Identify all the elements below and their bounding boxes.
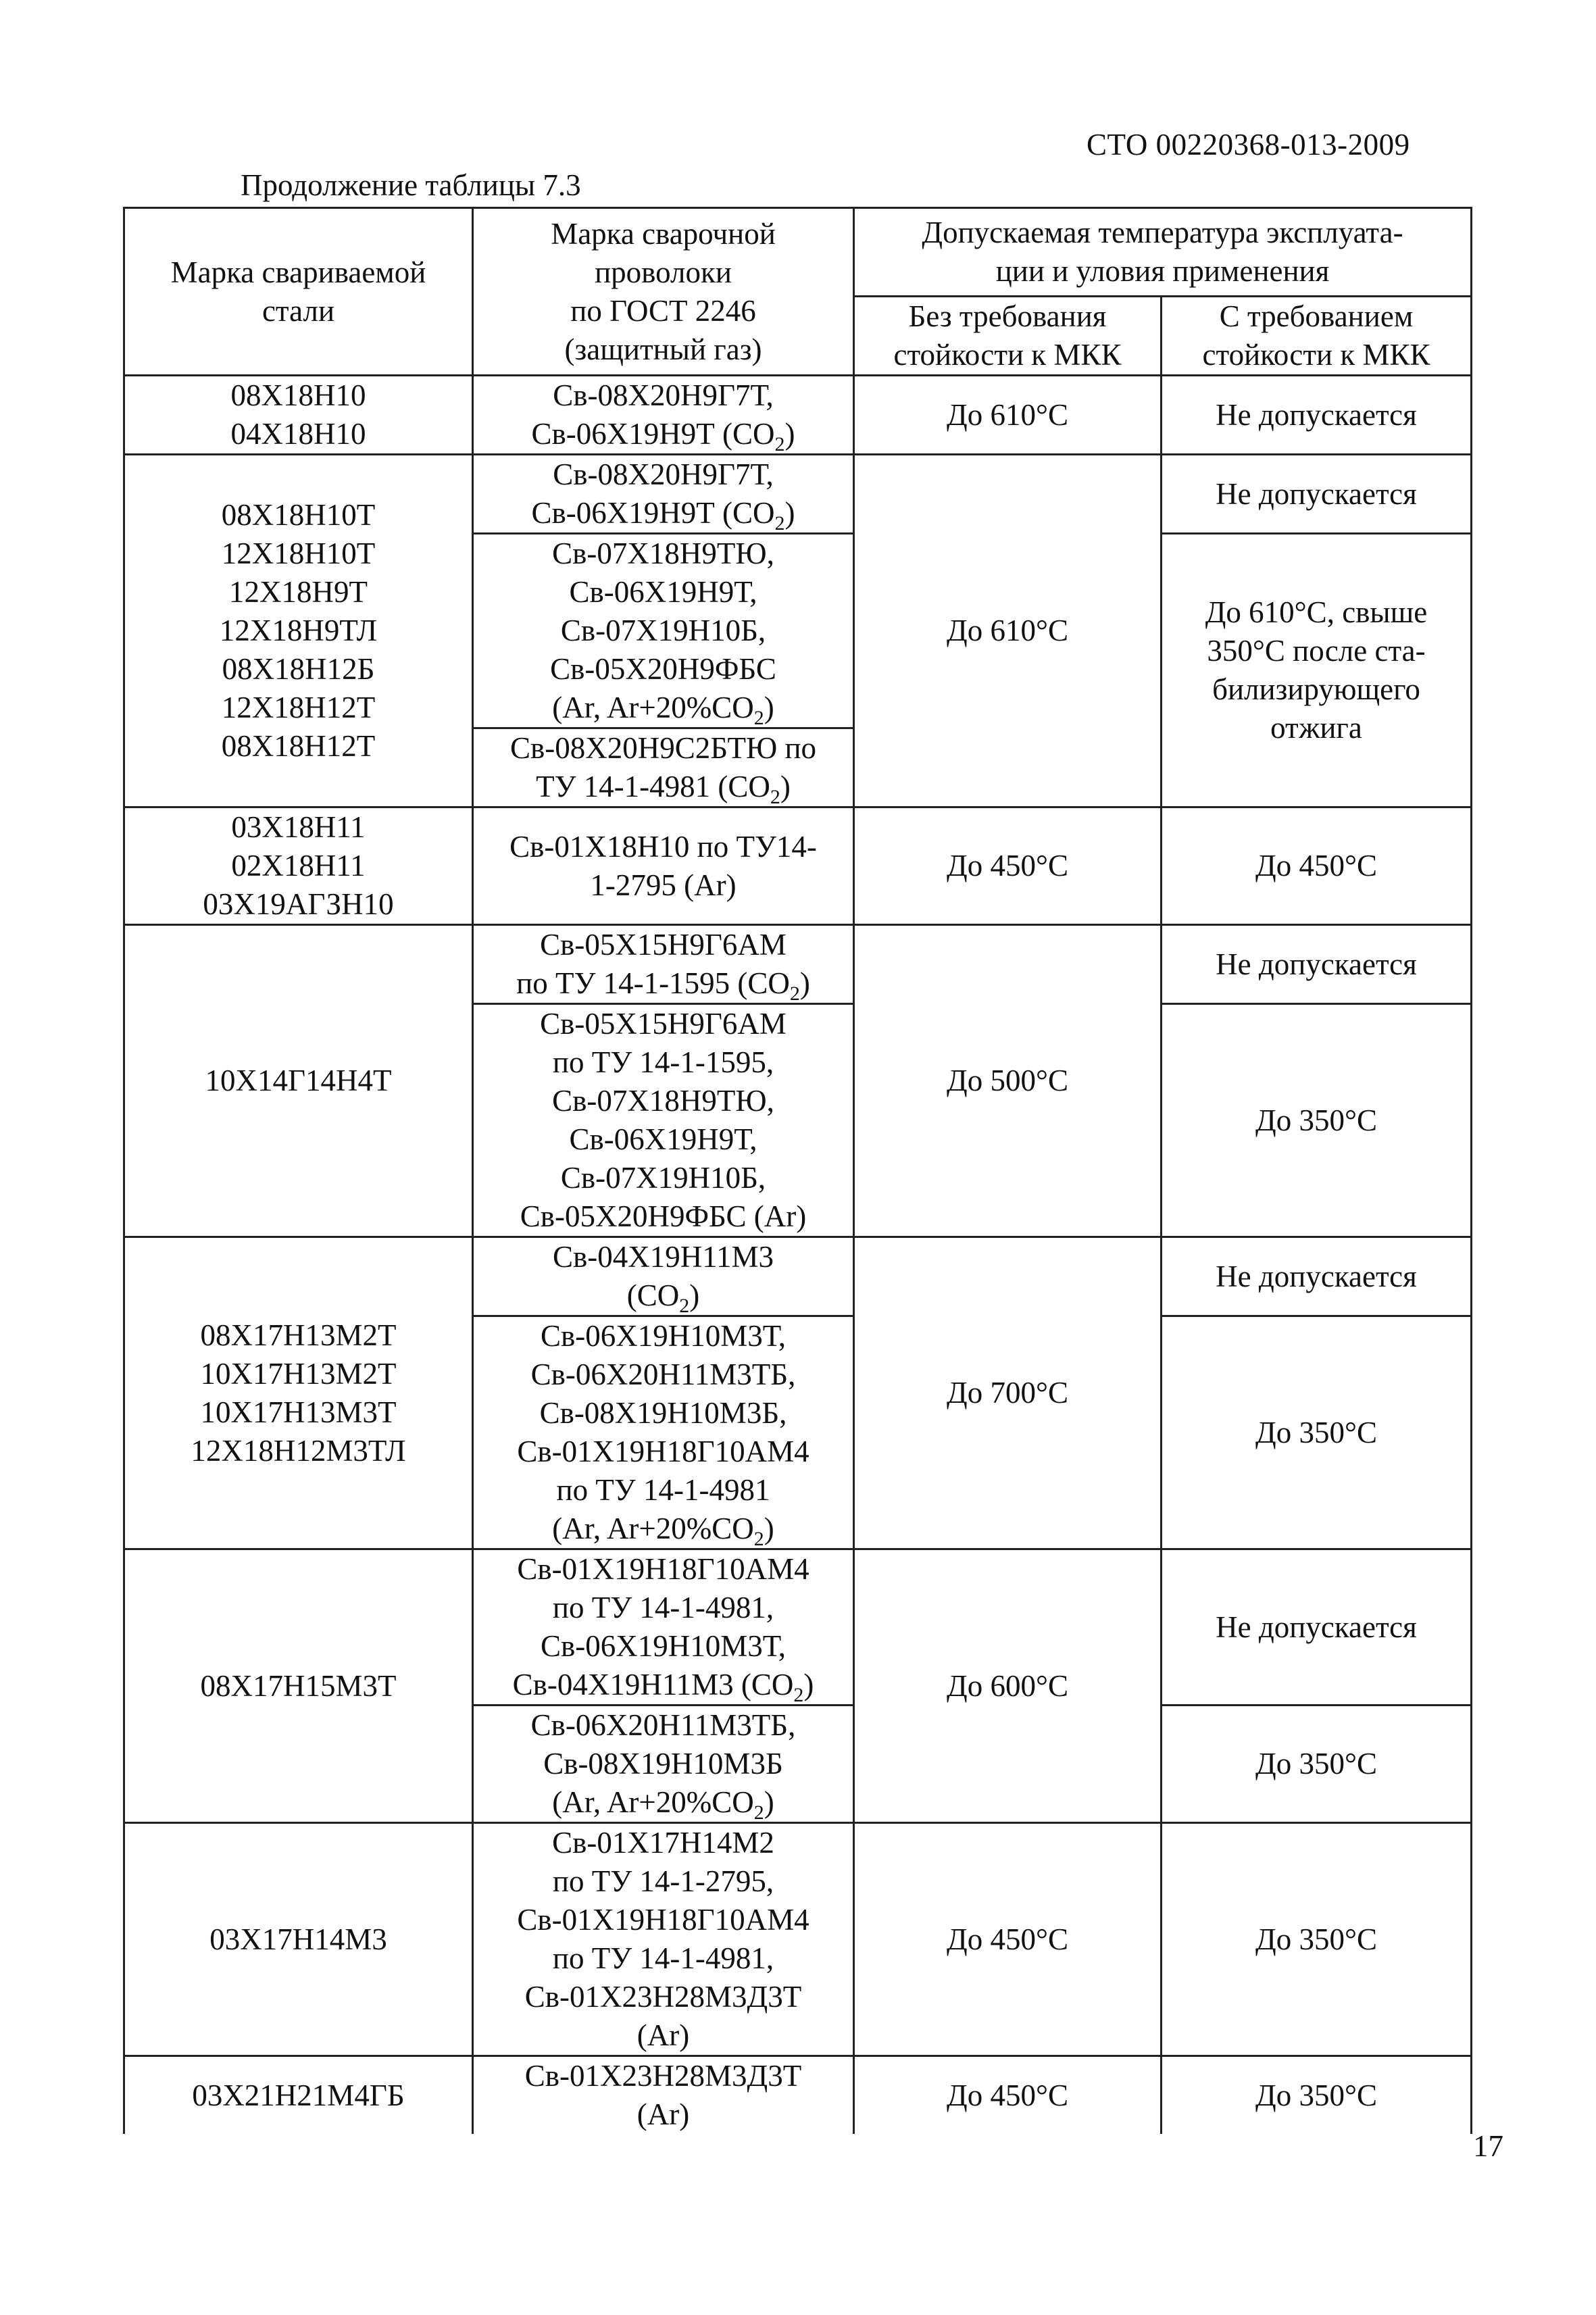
mkk-requirement-cell xyxy=(1162,1823,1472,2056)
cell-line: 12Х18Н9ТЛ xyxy=(219,614,378,647)
cell-line: Св-05Х20Н9ФБС (Ar) xyxy=(520,1199,807,1233)
cell-line: Св-07Х19Н10Б, xyxy=(560,614,766,647)
welding-wire-cell xyxy=(473,1237,854,1316)
cell-line: Св-08Х19Н10М3Б, xyxy=(539,1396,787,1430)
cell-line: по ТУ 14-1-4981 xyxy=(556,1473,770,1507)
welding-wire-cell xyxy=(473,807,854,925)
welding-wire-cell xyxy=(473,2056,854,2135)
temperature-cell: До 600°С xyxy=(854,1549,1162,1823)
cell-line: стойкости к МКК xyxy=(1202,338,1430,372)
table-row xyxy=(124,1549,1472,1706)
cell-line: Св-08Х20Н9Г7Т, xyxy=(553,378,774,412)
mkk-requirement-cell xyxy=(1162,376,1472,455)
cell-line: (Ar) xyxy=(637,2097,690,2131)
cell-line: До 350°С xyxy=(1255,1103,1377,1137)
cell-line: (Ar, $Ar+20\%CO_2$) xyxy=(552,691,774,728)
header-temperature-conditions xyxy=(854,208,1472,297)
welding-wire-cell xyxy=(473,376,854,455)
temperature-cell: До 450°С xyxy=(854,2056,1162,2135)
cell-line: Св-01Х19Н18Г10АМ4 xyxy=(517,1903,809,1937)
cell-line: (защитный газ) xyxy=(564,332,762,366)
welding-wire-cell xyxy=(473,1316,854,1549)
cell-line: 12Х18Н12М3ТЛ xyxy=(191,1433,406,1468)
cell-line: $(CO_2)$ xyxy=(626,1278,700,1316)
cell-line: Не допускается xyxy=(1216,476,1417,511)
page-number: 17 xyxy=(1473,2129,1503,2163)
welding-wire-cell xyxy=(473,1549,854,1706)
cell-line: 350°С после ста- xyxy=(1207,634,1426,668)
cell-line: по ТУ 14-1-1595, xyxy=(552,1045,774,1079)
cell-line: 10Х17Н13М2Т xyxy=(200,1356,397,1391)
cell-line: (Ar, $Ar+20\%CO_2$) xyxy=(552,1785,774,1823)
table-row xyxy=(124,455,1472,534)
welding-wire-cell xyxy=(473,728,854,807)
temperature-cell: До 610°С xyxy=(854,376,1162,455)
cell-line: Св-07Х18Н9ТЮ, xyxy=(552,537,774,570)
cell-line: Марка свариваемой xyxy=(170,255,426,289)
table-row xyxy=(124,925,1472,1004)
cell-line: С требованием xyxy=(1219,299,1414,333)
header-welding-wire xyxy=(473,208,854,376)
cell-line: Св-01Х18Н10 по ТУ14- xyxy=(509,829,817,864)
cell-line: Не допускается xyxy=(1216,397,1417,432)
steel-grade-cell xyxy=(124,925,473,1237)
cell-line: 12Х18Н9Т xyxy=(229,575,368,609)
table-row xyxy=(124,376,1472,455)
cell-line: Св-01Х23Н28М3Д3Т xyxy=(524,1980,802,2014)
cell-line: До 450°С xyxy=(1255,849,1377,882)
cell-line: Св-07Х18Н9ТЮ, xyxy=(552,1084,774,1118)
cell-line: ТУ 14-1-4981 $(CO_2)$ xyxy=(536,770,791,807)
mkk-requirement-cell xyxy=(1162,807,1472,925)
cell-line: 08Х18Н12Б xyxy=(222,652,375,686)
cell-line: Не допускается xyxy=(1216,1610,1417,1644)
temperature-cell: До 700°С xyxy=(854,1237,1162,1549)
cell-line: Св-05Х20Н9ФБС xyxy=(550,652,776,686)
welding-wire-cell xyxy=(473,1706,854,1823)
cell-line: Св-04Х19Н11М3 xyxy=(552,1240,774,1274)
cell-line: 08Х17Н15М3Т xyxy=(200,1668,397,1703)
cell-line: по ТУ 14-1-4981, xyxy=(552,1591,774,1624)
steel-grade-cell xyxy=(124,376,473,455)
steel-grade-cell xyxy=(124,807,473,925)
cell-line: Марка сварочной xyxy=(551,216,776,251)
mkk-requirement-cell xyxy=(1162,455,1472,534)
mkk-requirement-cell xyxy=(1162,1549,1472,1706)
cell-line: Св-08Х19Н10М3Б xyxy=(543,1747,783,1781)
cell-line: билизирующего xyxy=(1212,672,1420,706)
cell-line: 03Х19АГЗН10 xyxy=(203,887,394,921)
cell-line: проволоки xyxy=(595,255,732,289)
temperature-cell: До 450°С xyxy=(854,807,1162,925)
cell-line: До 350°С xyxy=(1255,1922,1377,1956)
cell-line: 04Х18Н10 xyxy=(230,417,366,451)
cell-line: (Ar) xyxy=(637,2018,690,2052)
mkk-requirement-cell xyxy=(1162,1706,1472,1823)
cell-line: стойкости к МКК xyxy=(893,338,1122,372)
cell-line: Допускаемая температура эксплуата- xyxy=(922,216,1403,249)
table-row xyxy=(124,1237,1472,1316)
table-row xyxy=(124,1823,1472,2056)
cell-line: Св-06Х19Н10М3Т, xyxy=(541,1319,786,1353)
cell-line: по ТУ 14-1-4981, xyxy=(552,1941,774,1975)
cell-line: Св-01Х23Н28М3Д3Т xyxy=(524,2059,802,2093)
header-steel-grade xyxy=(124,208,473,376)
steel-grade-cell xyxy=(124,1549,473,1823)
welding-wire-cell xyxy=(473,925,854,1004)
cell-line: Св-04Х19Н11М3 $(CO_2)$ xyxy=(512,1668,814,1706)
cell-line: Не допускается xyxy=(1216,1259,1417,1293)
welding-wire-cell xyxy=(473,455,854,534)
cell-line: Св-07Х19Н10Б, xyxy=(560,1161,766,1195)
cell-line: Не допускается xyxy=(1216,947,1417,981)
cell-line: 02Х18Н11 xyxy=(231,849,366,882)
welding-wire-cell xyxy=(473,534,854,728)
cell-line: Св-06Х19Н10М3Т, xyxy=(541,1629,786,1663)
table-caption: Продолжение таблицы 7.3 xyxy=(241,168,581,202)
mkk-requirement-cell xyxy=(1162,534,1472,807)
cell-line: 03Х21Н21М4ГБ xyxy=(192,2078,405,2112)
mkk-requirement-cell xyxy=(1162,2056,1472,2135)
cell-line: Св-01Х19Н18Г10АМ4 xyxy=(517,1435,809,1468)
cell-line: Св-06Х19Н9Т, xyxy=(569,575,757,609)
cell-line: по ТУ 14-1-1595 $(CO_2)$ xyxy=(516,966,810,1004)
cell-line: До 350°С xyxy=(1255,2078,1377,2112)
cell-line: Св-06Х20Н11М3ТБ, xyxy=(530,1358,796,1391)
table-row xyxy=(124,807,1472,925)
cell-line: отжига xyxy=(1270,711,1362,745)
cell-line: 03Х17Н14М3 xyxy=(209,1922,387,1956)
cell-line: 08Х18Н10Т xyxy=(221,498,376,532)
temperature-cell: До 610°С xyxy=(854,455,1162,807)
welding-wire-cell xyxy=(473,1004,854,1237)
cell-line: До 610°С, свыше xyxy=(1205,595,1428,629)
cell-line: Св-05Х15Н9Г6АМ xyxy=(540,928,787,962)
cell-line: (Ar, $Ar+20\%CO_2$) xyxy=(552,1512,774,1549)
cell-line: 12Х18Н10Т xyxy=(221,537,376,570)
cell-line: 10Х17Н13М3Т xyxy=(200,1395,397,1429)
header-without-mkk xyxy=(854,297,1162,376)
mkk-requirement-cell xyxy=(1162,1237,1472,1316)
cell-line: Св-06Х20Н11М3ТБ, xyxy=(530,1708,796,1742)
cell-line: 03Х18Н11 xyxy=(231,810,366,844)
cell-line: 08Х18Н10 xyxy=(230,378,366,412)
temperature-cell: До 450°С xyxy=(854,1823,1162,2056)
mkk-requirement-cell xyxy=(1162,925,1472,1004)
cell-line: Св-05Х15Н9Г6АМ xyxy=(540,1007,787,1041)
steel-grade-cell xyxy=(124,2056,473,2135)
mkk-requirement-cell xyxy=(1162,1316,1472,1549)
cell-line: Св-01Х17Н14М2 xyxy=(552,1826,774,1860)
steel-grade-cell xyxy=(124,1823,473,2056)
cell-line: 10Х14Г14Н4Т xyxy=(205,1064,392,1097)
cell-line: Св-06Х19Н9Т $(CO_2)$ xyxy=(531,496,795,534)
cell-line: 12Х18Н12Т xyxy=(221,691,376,724)
cell-line: До 350°С xyxy=(1255,1415,1377,1449)
cell-line: Св-01Х19Н18Г10АМ4 xyxy=(517,1552,809,1586)
header-with-mkk xyxy=(1162,297,1472,376)
cell-line: Св-08Х20Н9Г7Т, xyxy=(553,457,774,491)
cell-line: по ГОСТ 2246 xyxy=(570,293,756,328)
document-code: СТО 00220368-013-2009 xyxy=(1087,128,1410,161)
cell-line: 08Х17Н13М2Т xyxy=(200,1318,397,1352)
steel-grade-cell xyxy=(124,1237,473,1549)
cell-line: 1-2795 (Ar) xyxy=(590,868,737,902)
cell-line: стали xyxy=(261,293,335,328)
steel-wire-table xyxy=(123,207,1472,2134)
steel-grade-cell xyxy=(124,455,473,807)
table-row xyxy=(124,2056,1472,2135)
cell-line: ции и уловия применения xyxy=(995,254,1330,288)
mkk-requirement-cell xyxy=(1162,1004,1472,1237)
cell-line: Без требования xyxy=(908,299,1107,333)
welding-wire-cell xyxy=(473,1823,854,2056)
cell-line: До 350°С xyxy=(1255,1747,1377,1781)
temperature-cell: До 500°С xyxy=(854,925,1162,1237)
cell-line: 08Х18Н12Т xyxy=(221,729,376,763)
cell-line: Св-06Х19Н9Т, xyxy=(569,1122,757,1156)
cell-line: Св-08Х20Н9С2БТЮ по xyxy=(509,731,817,765)
table-body xyxy=(124,376,1472,2135)
cell-line: Св-06Х19Н9Т $(CO_2)$ xyxy=(531,417,795,455)
cell-line: по ТУ 14-1-2795, xyxy=(552,1864,774,1898)
